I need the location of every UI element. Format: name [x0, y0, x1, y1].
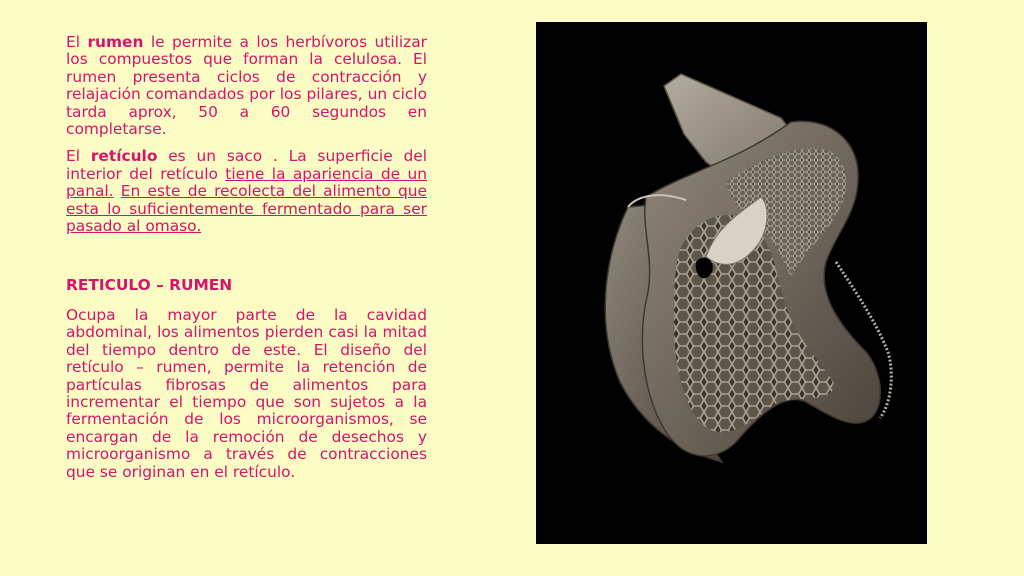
rumen-paragraph — [66, 34, 427, 138]
reticulo-rumen-paragraph: Ocupa la mayor parte de la cavidad abdominal, los alimentos pierden casi la mitad del tiempo dentro de este. El diseño del retículo – rumen, permite la retención de partículas fibrosas de alimentos para incrementar el tiempo que son sujetos a la fermentación de los microorganismos, se encargan de la remoción de desechos y microorganismo a través de contracciones que se originan en el retículo. — [66, 305, 427, 481]
reticulum-specimen-illustration — [536, 22, 927, 544]
rumen-intro: El — [66, 33, 88, 51]
rumen-body: le permite a los herbívoros utilizar los compuestos que forman la celulosa. El rumen presenta ciclos de contracción y relajación comandados por los pilares, un ciclo tarda aprox, 50 a 60 segundos en completarse. — [66, 33, 427, 139]
reticulo-rumen-heading: RETICULO – RUMEN — [66, 276, 233, 295]
reticulo-gap — [114, 182, 121, 200]
slide-text-column — [66, 34, 427, 481]
reticulo-underlined-omaso: En este de recolecta del alimento que esta lo suficientemente fermentado para ser pasado al omaso. — [66, 182, 427, 236]
reticulo-term: retículo — [90, 147, 158, 166]
rumen-term: rumen — [87, 33, 144, 51]
reticulo-intro: El — [66, 147, 91, 166]
reticulum-photo — [536, 22, 927, 544]
reticulo-body: es un saco . La superficie del interior del retículo — [66, 147, 427, 183]
reticulo-paragraph — [66, 148, 427, 235]
reticulo-underlined-panal: tiene la apariencia de un panal. — [66, 164, 428, 201]
